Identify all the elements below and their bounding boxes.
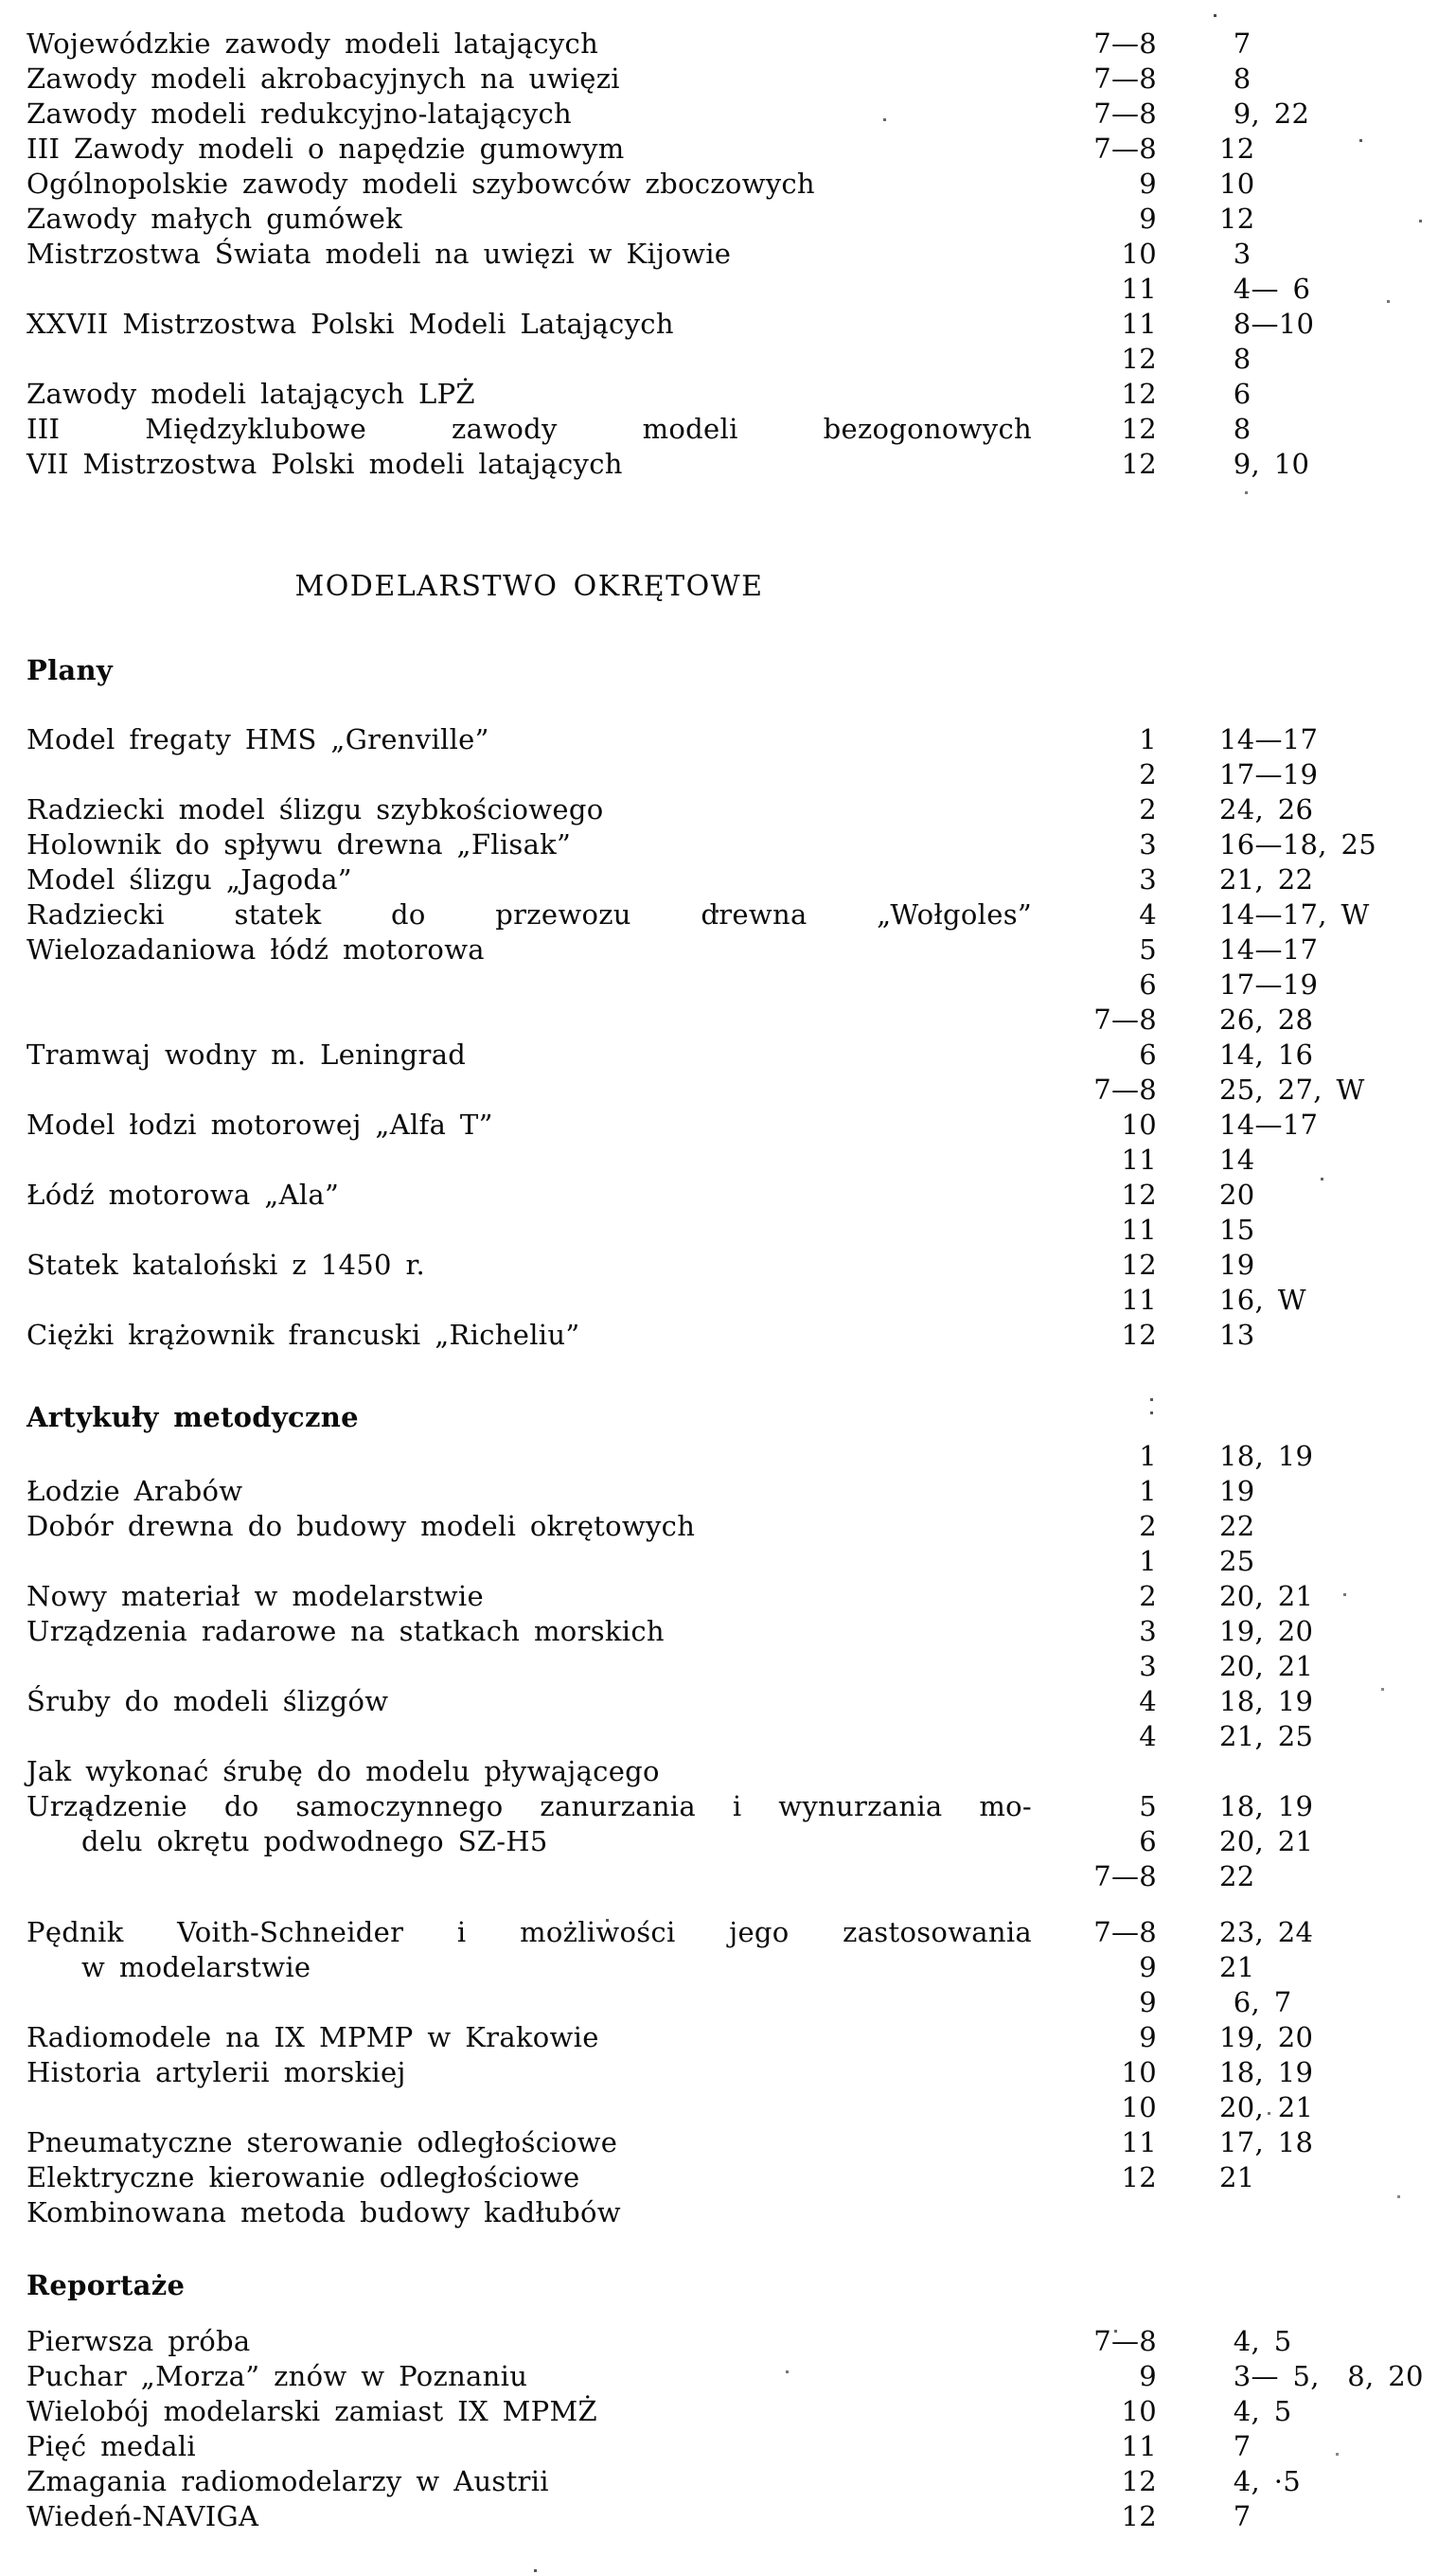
entry-title: Statek kataloński z 1450 r. [27, 1249, 425, 1281]
toc-row [0, 1824, 1456, 1859]
entry-page-numbers: 4, ·5 [1219, 2465, 1302, 2497]
entry-issue-number: 9 [1139, 1951, 1157, 1983]
toc-row [0, 2394, 1456, 2429]
entry-title: Wojewódzkie zawody modeli latających [27, 27, 599, 60]
toc-row [0, 722, 1456, 757]
entry-page-numbers: 19, 20 [1219, 1615, 1314, 1647]
toc-row [0, 1754, 1456, 1789]
entry-issue-number: 12 [1121, 1179, 1157, 1211]
toc-row [0, 167, 1456, 202]
entry-title: XXVII Mistrzostwa Polski Modeli Latających [27, 308, 674, 340]
entry-title: Pierwsza próba [27, 2325, 251, 2357]
entry-issue-number: 10 [1121, 2091, 1157, 2123]
toc-row [0, 2090, 1456, 2125]
entry-issue-number: 9 [1139, 168, 1157, 200]
toc-row [0, 2160, 1456, 2195]
entry-issue-number: 12 [1121, 413, 1157, 445]
entry-page-numbers: 6, 7 [1219, 1986, 1292, 2018]
entry-page-numbers: 8 [1219, 413, 1252, 445]
toc-row [0, 1544, 1456, 1579]
section-flying-models [0, 27, 1456, 482]
entry-page-numbers: 8—10 [1219, 308, 1315, 340]
entry-issue-number: 7—8 [1093, 133, 1157, 165]
entry-title: Radziecki statek do przewozu drewna „Wołgoles” [27, 898, 1032, 931]
entry-page-numbers: 13 [1219, 1319, 1255, 1351]
toc-row [0, 1789, 1456, 1824]
entry-title: Wielozadaniowa łódź motorowa [27, 933, 485, 966]
entry-title: w modelarstwie [81, 1951, 311, 1983]
toc-row [0, 272, 1456, 307]
entry-title: Śruby do modeli ślizgów [27, 1685, 389, 1717]
entry-page-numbers: 20, 21 [1219, 1825, 1314, 1857]
toc-row [0, 1614, 1456, 1649]
entry-title: Urządzenie do samoczynnego zanurzania i wynurzania mo- [27, 1790, 1032, 1822]
entry-page-numbers: 9, 10 [1219, 448, 1310, 480]
toc-row [0, 2195, 1456, 2230]
entry-title: Nowy materiał w modelarstwie [27, 1580, 484, 1612]
entry-issue-number: 2 [1139, 793, 1157, 825]
entry-issue-number: 7—8 [1093, 62, 1157, 95]
entry-page-numbers: 15 [1219, 1214, 1255, 1246]
toc-row [0, 932, 1456, 967]
entry-title: delu okrętu podwodnego SZ-H5 [81, 1825, 548, 1857]
entry-page-numbers: 22 [1219, 1860, 1255, 1892]
entry-title: Model ślizgu „Jagoda” [27, 863, 352, 896]
entry-page-numbers: 9, 22 [1219, 98, 1310, 130]
toc-row [0, 1248, 1456, 1283]
entry-issue-number: 11 [1121, 1214, 1157, 1246]
entry-issue-number: 5 [1139, 1790, 1157, 1822]
entry-page-numbers: 18, 19 [1219, 2056, 1314, 2088]
entry-page-numbers: 4, 5 [1219, 2395, 1292, 2427]
entry-issue-number: 12 [1121, 2161, 1157, 2193]
entry-title: Ogólnopolskie zawody modeli szybowców zboczowych [27, 168, 815, 200]
entry-page-numbers: 20, 21 [1219, 1650, 1314, 1682]
entry-issue-number: 3 [1139, 1615, 1157, 1647]
entry-page-numbers: 21, 25 [1219, 1720, 1314, 1752]
entry-issue-number: 10 [1121, 2395, 1157, 2427]
entry-title: Pneumatyczne sterowanie odległościowe [27, 2126, 618, 2158]
toc-row [0, 792, 1456, 827]
toc-row [0, 1859, 1456, 1894]
entry-page-numbers: 3— 5, 8, 20 [1219, 2360, 1424, 2392]
entry-title: Historia artylerii morskiej [27, 2056, 406, 2088]
entry-page-numbers: 8 [1219, 343, 1252, 375]
toc-row [0, 1474, 1456, 1509]
section-plany [0, 653, 1456, 1353]
entry-issue-number: 12 [1121, 1319, 1157, 1351]
entry-page-numbers: 18, 19 [1219, 1790, 1314, 1822]
entry-page-numbers: 19 [1219, 1249, 1255, 1281]
entry-page-numbers: 20 [1219, 1179, 1255, 1211]
entry-title: Ciężki krążownik francuski „Richeliu” [27, 1319, 580, 1351]
entry-title: Jak wykonać śrubę do modelu pływającego [27, 1755, 660, 1787]
toc-row [0, 202, 1456, 237]
entry-page-numbers: 25 [1219, 1545, 1255, 1577]
entry-issue-number: 7—8 [1093, 27, 1157, 60]
entry-issue-number: 1 [1139, 1440, 1157, 1472]
entry-page-numbers: 16, W [1219, 1284, 1306, 1316]
toc-row [0, 412, 1456, 447]
entry-title: Model łodzi motorowej „Alfa T” [27, 1109, 493, 1141]
toc-row [0, 862, 1456, 897]
entry-page-numbers: 14, 16 [1219, 1038, 1314, 1071]
entry-title: III Zawody modeli o napędzie gumowym [27, 133, 625, 165]
entry-issue-number: 4 [1139, 898, 1157, 931]
toc-row [0, 342, 1456, 377]
entry-issue-number: 12 [1121, 1249, 1157, 1281]
entry-title: Urządzenia radarowe na statkach morskich [27, 1615, 665, 1647]
toc-row [0, 2324, 1456, 2359]
entry-issue-number: 2 [1139, 1580, 1157, 1612]
toc-row [0, 1684, 1456, 1719]
entry-issue-number: 11 [1121, 273, 1157, 305]
entry-issue-number: 12 [1121, 2465, 1157, 2497]
toc-row [0, 27, 1456, 62]
entry-issue-number: 4 [1139, 1685, 1157, 1717]
toc-row [0, 967, 1456, 1003]
entry-issue-number: 11 [1121, 308, 1157, 340]
entry-page-numbers: 17, 18 [1219, 2126, 1314, 2158]
toc-row [0, 1719, 1456, 1754]
entry-issue-number: 2 [1139, 758, 1157, 790]
entry-page-numbers: 25, 27, W [1219, 1074, 1365, 1106]
entry-title: Zawody modeli redukcyjno-latających [27, 98, 573, 130]
toc-row [0, 1985, 1456, 2020]
entry-page-numbers: 7 [1219, 27, 1252, 60]
entry-title: Holownik do spływu drewna „Flisak” [27, 828, 572, 861]
entry-issue-number: 3 [1139, 828, 1157, 861]
toc-row [0, 1439, 1456, 1474]
entry-page-numbers: 18, 19 [1219, 1685, 1314, 1717]
section-heading-plany: Plany [27, 654, 114, 686]
entry-title: Zawody małych gumówek [27, 203, 403, 235]
toc-row [0, 2359, 1456, 2394]
flying-models-rows [0, 27, 1456, 482]
entry-issue-number: 7—8 [1093, 2325, 1157, 2357]
entry-issue-number: 2 [1139, 1510, 1157, 1542]
entry-page-numbers: 19, 20 [1219, 2021, 1314, 2053]
entry-issue-number: 9 [1139, 2360, 1157, 2392]
toc-row [0, 97, 1456, 132]
entry-title: Pędnik Voith-Schneider i możliwości jego zastosowania [27, 1916, 1032, 1948]
entry-issue-number: 6 [1139, 1038, 1157, 1071]
toc-row [0, 1038, 1456, 1073]
entry-title: Puchar „Morza” znów w Poznaniu [27, 2360, 528, 2392]
entry-title: VII Mistrzostwa Polski modeli latających [27, 448, 623, 480]
entry-issue-number: 9 [1139, 203, 1157, 235]
entry-page-numbers: 14—17 [1219, 723, 1319, 755]
entry-page-numbers: 16—18, 25 [1219, 828, 1377, 861]
entry-title: Łódź motorowa „Ala” [27, 1179, 340, 1211]
entry-title: Wielobój modelarski zamiast IX MPMŻ [27, 2395, 597, 2427]
entry-issue-number: 11 [1121, 1144, 1157, 1176]
entry-title: Wiedeń-NAVIGA [27, 2500, 259, 2532]
toc-row [0, 2464, 1456, 2499]
entry-issue-number: 9 [1139, 1986, 1157, 2018]
entry-page-numbers: 19 [1219, 1475, 1255, 1507]
entry-issue-number: 1 [1139, 723, 1157, 755]
entry-issue-number: 5 [1139, 933, 1157, 966]
entry-page-numbers: 26, 28 [1219, 1003, 1314, 1036]
toc-row [0, 1579, 1456, 1614]
entry-page-numbers: 4, 5 [1219, 2325, 1292, 2357]
toc-row [0, 1950, 1456, 1985]
entry-page-numbers: 14—17, W [1219, 898, 1370, 931]
entry-issue-number: 12 [1121, 378, 1157, 410]
toc-row [0, 1649, 1456, 1684]
toc-row [0, 447, 1456, 482]
entry-page-numbers: 6 [1219, 378, 1252, 410]
reportaze-rows [0, 2324, 1456, 2534]
entry-page-numbers: 21 [1219, 2161, 1255, 2193]
entry-page-numbers: 20, 21 [1219, 2091, 1314, 2123]
entry-title: Elektryczne kierowanie odległościowe [27, 2161, 580, 2193]
toc-row [0, 757, 1456, 792]
entry-page-numbers: 8 [1219, 62, 1252, 95]
entry-issue-number: 6 [1139, 968, 1157, 1001]
plany-rows [0, 722, 1456, 1353]
entry-page-numbers: 10 [1219, 168, 1255, 200]
toc-row [0, 1178, 1456, 1213]
entry-title: Zmagania radiomodelarzy w Austrii [27, 2465, 549, 2497]
entry-title: Radziecki model ślizgu szybkościowego [27, 793, 604, 825]
entry-page-numbers: 21, 22 [1219, 863, 1314, 896]
toc-row [0, 2055, 1456, 2090]
entry-title: Radiomodele na IX MPMP w Krakowie [27, 2021, 599, 2053]
entry-issue-number: 3 [1139, 863, 1157, 896]
entry-issue-number: 4 [1139, 1720, 1157, 1752]
toc-row [0, 1283, 1456, 1318]
entry-issue-number: 12 [1121, 2500, 1157, 2532]
entry-page-numbers: 7 [1219, 2430, 1252, 2462]
toc-row [0, 307, 1456, 342]
entry-page-numbers: 3 [1219, 238, 1252, 270]
entry-issue-number: 7—8 [1093, 1916, 1157, 1948]
entry-page-numbers: 12 [1219, 133, 1255, 165]
entry-title: Mistrzostwa Świata modeli na uwięzi w Kijowie [27, 238, 732, 270]
entry-issue-number: 11 [1121, 1284, 1157, 1316]
part-heading-modelarstwo-okretowe: MODELARSTWO OKRĘTOWE [294, 570, 764, 603]
toc-row [0, 377, 1456, 412]
entry-page-numbers: 14—17 [1219, 933, 1319, 966]
entry-page-numbers: 18, 19 [1219, 1440, 1314, 1472]
toc-row [0, 132, 1456, 167]
entry-page-numbers: 24, 26 [1219, 793, 1314, 825]
entry-issue-number: 11 [1121, 2126, 1157, 2158]
entry-issue-number: 9 [1139, 2021, 1157, 2053]
entry-page-numbers: 17—19 [1219, 968, 1319, 1001]
entry-title: Zawody modeli latających LPŻ [27, 378, 475, 410]
entry-issue-number: 7—8 [1093, 1003, 1157, 1036]
entry-issue-number: 12 [1121, 448, 1157, 480]
entry-page-numbers: 17—19 [1219, 758, 1319, 790]
section-artykuly-metodyczne [0, 1400, 1456, 2230]
entry-issue-number: 1 [1139, 1545, 1157, 1577]
toc-row [0, 62, 1456, 97]
entry-issue-number: 12 [1121, 343, 1157, 375]
entry-issue-number: 10 [1121, 1109, 1157, 1141]
entry-page-numbers: 22 [1219, 1510, 1255, 1542]
entry-issue-number: 7—8 [1093, 1074, 1157, 1106]
entry-page-numbers: 12 [1219, 203, 1255, 235]
toc-row [0, 1108, 1456, 1143]
toc-row [0, 1509, 1456, 1544]
entry-issue-number: 10 [1121, 238, 1157, 270]
entry-issue-number: 6 [1139, 1825, 1157, 1857]
entry-page-numbers: 7 [1219, 2500, 1252, 2532]
entry-page-numbers: 21 [1219, 1951, 1255, 1983]
entry-title: Łodzie Arabów [27, 1475, 243, 1507]
entry-title: Model fregaty HMS „Grenville” [27, 723, 489, 755]
entry-issue-number: 7—8 [1093, 98, 1157, 130]
section-heading-artykuly-metodyczne: Artykuły metodyczne [27, 1401, 359, 1433]
entry-page-numbers: 20, 21 [1219, 1580, 1314, 1612]
entry-title: III Międzyklubowe zawody modeli bezogonowych [27, 413, 1032, 445]
toc-row [0, 1003, 1456, 1038]
toc-row [0, 1143, 1456, 1178]
toc-row [0, 237, 1456, 272]
entry-page-numbers: 23, 24 [1219, 1916, 1314, 1948]
entry-page-numbers: 14 [1219, 1144, 1255, 1176]
entry-issue-number: 3 [1139, 1650, 1157, 1682]
toc-row [0, 2429, 1456, 2464]
artykuly-metodyczne-rows [0, 1439, 1456, 2230]
entry-issue-number: 7—8 [1093, 1860, 1157, 1892]
toc-row [0, 1915, 1456, 1950]
entry-title: Pięć medali [27, 2430, 196, 2462]
entry-title: Tramwaj wodny m. Leningrad [27, 1038, 467, 1071]
entry-title: Dobór drewna do budowy modeli okrętowych [27, 1510, 696, 1542]
toc-row [0, 1213, 1456, 1248]
toc-row [0, 2499, 1456, 2534]
entry-issue-number: 10 [1121, 2056, 1157, 2088]
entry-page-numbers: 14—17 [1219, 1109, 1319, 1141]
scan-specks [0, 0, 1, 1]
toc-row [0, 2020, 1456, 2055]
entry-issue-number: 11 [1121, 2430, 1157, 2462]
entry-title: Kombinowana metoda budowy kadłubów [27, 2196, 621, 2228]
section-heading-reportaze: Reportaże [27, 2269, 186, 2301]
toc-row [0, 1073, 1456, 1108]
entry-issue-number: 1 [1139, 1475, 1157, 1507]
toc-row [0, 827, 1456, 862]
section-reportaze [0, 2268, 1456, 2534]
toc-row [0, 897, 1456, 932]
entry-title: Zawody modeli akrobacyjnych na uwięzi [27, 62, 620, 95]
toc-row [0, 1318, 1456, 1353]
entry-page-numbers: 4— 6 [1219, 273, 1311, 305]
toc-row [0, 2125, 1456, 2160]
